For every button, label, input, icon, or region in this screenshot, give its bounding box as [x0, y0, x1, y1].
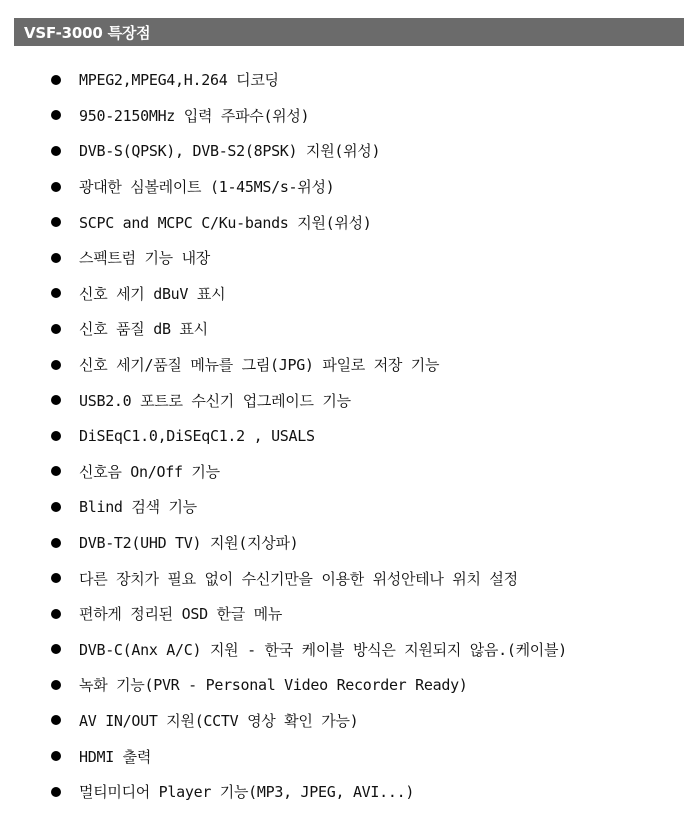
list-item [0, 240, 700, 276]
feature-list [0, 62, 700, 809]
bullet-icon [51, 217, 61, 227]
bullet-icon [51, 680, 61, 690]
bullet-icon [51, 75, 61, 85]
feature-text: SCPC and MCPC C/Ku-bands 지원(위성) [79, 213, 372, 232]
bullet-icon [51, 395, 61, 405]
feature-text: 신호 세기/품질 메뉴를 그림(JPG) 파일로 저장 기능 [79, 356, 440, 375]
feature-text: USB2.0 포트로 수신기 업그레이드 기능 [79, 391, 351, 410]
bullet-icon [51, 751, 61, 761]
bullet-icon [51, 182, 61, 192]
feature-text: AV IN/OUT 지원(CCTV 영상 확인 가능) [79, 711, 359, 730]
bullet-icon [51, 502, 61, 512]
list-item [0, 774, 700, 810]
list-item [0, 169, 700, 205]
bullet-icon [51, 715, 61, 725]
bullet-icon [51, 253, 61, 263]
list-item [0, 204, 700, 240]
feature-text: DVB-C(Anx A/C) 지원 - 한국 케이블 방식은 지원되지 않음.(케이블) [79, 640, 567, 659]
list-item [0, 62, 700, 98]
feature-text: 신호 세기 dBuV 표시 [79, 284, 226, 303]
feature-text: DiSEqC1.0,DiSEqC1.2 , USALS [79, 426, 315, 445]
bullet-icon [51, 466, 61, 476]
list-item [0, 489, 700, 525]
bullet-icon [51, 609, 61, 619]
bullet-icon [51, 538, 61, 548]
feature-text: 멀티미디어 Player 기능(MP3, JPEG, AVI...) [79, 783, 415, 802]
list-item [0, 632, 700, 668]
feature-text: DVB-T2(UHD TV) 지원(지상파) [79, 534, 299, 553]
bullet-icon [51, 644, 61, 654]
list-item [0, 382, 700, 418]
feature-text: HDMI 출력 [79, 747, 152, 766]
list-item [0, 311, 700, 347]
feature-text: 950-2150MHz 입력 주파수(위성) [79, 106, 310, 125]
list-item [0, 596, 700, 632]
bullet-icon [51, 431, 61, 441]
feature-text: 광대한 심볼레이트 (1-45MS/s-위성) [79, 178, 335, 197]
bullet-icon [51, 360, 61, 370]
bullet-icon [51, 324, 61, 334]
feature-text: 다른 장치가 필요 없이 수신기만을 이용한 위성안테나 위치 설정 [79, 569, 518, 588]
list-item [0, 667, 700, 703]
section-header-bar [14, 18, 684, 46]
feature-text: 신호 품질 dB 표시 [79, 320, 208, 339]
feature-text: 스펙트럼 기능 내장 [79, 249, 210, 268]
bullet-icon [51, 288, 61, 298]
list-item [0, 560, 700, 596]
bullet-icon [51, 573, 61, 583]
list-item [0, 418, 700, 454]
list-item [0, 133, 700, 169]
list-item [0, 454, 700, 490]
bullet-icon [51, 110, 61, 120]
feature-text: 편하게 정리된 OSD 한글 메뉴 [79, 605, 283, 624]
feature-text: 신호음 On/Off 기능 [79, 462, 220, 481]
list-item [0, 347, 700, 383]
feature-text: DVB-S(QPSK), DVB-S2(8PSK) 지원(위성) [79, 142, 381, 161]
bullet-icon [51, 787, 61, 797]
list-item [0, 276, 700, 312]
feature-text: 녹화 기능(PVR - Personal Video Recorder Ready) [79, 676, 468, 695]
list-item [0, 738, 700, 774]
section-title: VSF-3000 특장점 [24, 23, 151, 42]
list-item [0, 703, 700, 739]
list-item [0, 525, 700, 561]
feature-text: MPEG2,MPEG4,H.264 디코딩 [79, 71, 279, 90]
feature-text: Blind 검색 기능 [79, 498, 197, 517]
bullet-icon [51, 146, 61, 156]
list-item [0, 98, 700, 134]
